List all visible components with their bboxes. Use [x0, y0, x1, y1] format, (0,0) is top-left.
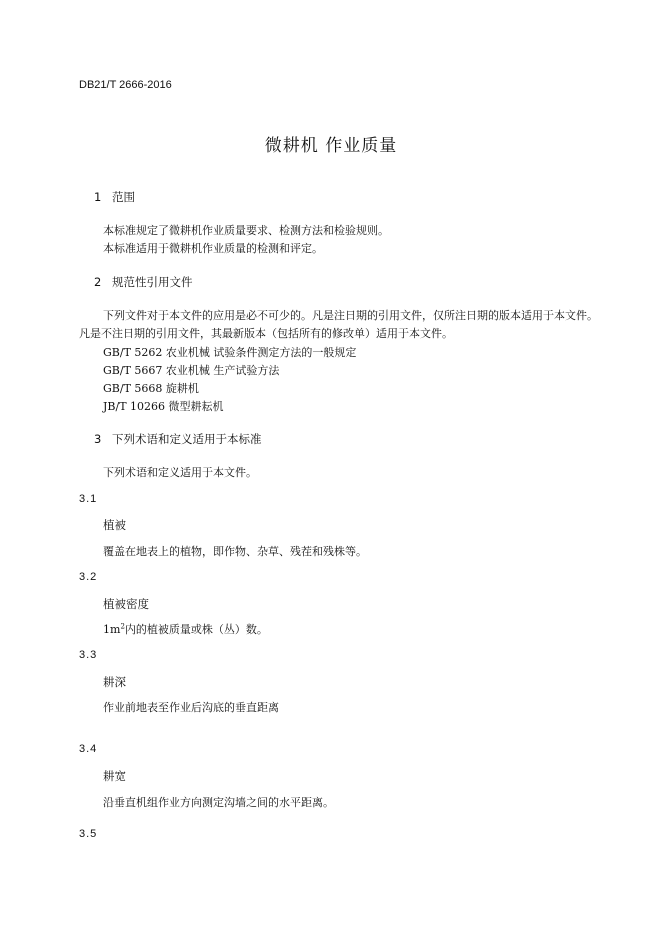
reference-item: GB/T 5668 旋耕机 — [103, 382, 199, 395]
section-title: 规范性引用文件 — [112, 275, 193, 289]
definition-rest: 内的植被质量或株（丛）数。 — [124, 623, 268, 636]
reference-item: JB/T 10266 微型耕耘机 — [103, 400, 224, 413]
section-title: 下列术语和定义适用于本标准 — [112, 432, 262, 446]
term-name: 耕宽 — [103, 769, 126, 783]
document-title: 微耕机 作业质量 — [264, 136, 398, 156]
term-definition: 沿垂直机组作业方向测定沟墙之间的水平距离。 — [103, 796, 334, 809]
term-number: 3.2 — [79, 571, 98, 583]
section-3-intro: 下列术语和定义适用于本文件。 — [103, 466, 257, 479]
term-number: 3.5 — [79, 828, 98, 840]
definition-prefix: 1m — [103, 623, 121, 636]
section-1-paragraph-1: 本标准规定了微耕机作业质量要求、检测方法和检验规则。 — [103, 224, 389, 237]
section-1-heading — [94, 189, 135, 205]
term-number: 3.1 — [79, 493, 98, 505]
term-name: 植被密度 — [103, 597, 149, 611]
term-name: 耕深 — [103, 675, 126, 689]
section-1-paragraph-2: 本标准适用于微耕机作业质量的检测和评定。 — [103, 242, 323, 255]
reference-item: GB/T 5667 农业机械 生产试验方法 — [103, 364, 280, 377]
term-definition: 覆盖在地表上的植物，即作物、杂草、残茬和残株等。 — [103, 545, 367, 558]
superscript: 2 — [120, 622, 125, 631]
section-2-intro: 下列文件对于本文件的应用是必不可少的。凡是注日期的引用文件，仅所注日期的版本适用于本文件。凡是不注日期的引用文件，其最新版本（包括所有的修改单）适用于本文件。 — [79, 309, 598, 340]
section-number: 2 — [94, 275, 102, 289]
section-number: 3 — [94, 432, 102, 446]
section-3-heading — [94, 431, 262, 447]
section-2-heading — [94, 274, 193, 290]
term-definition — [103, 621, 268, 637]
section-title: 范围 — [112, 190, 135, 204]
section-number: 1 — [94, 190, 102, 204]
standard-code: DB21/T 2666-2016 — [79, 79, 172, 91]
term-number: 3.3 — [79, 649, 98, 661]
reference-item: GB/T 5262 农业机械 试验条件测定方法的一般规定 — [103, 346, 357, 359]
term-number: 3.4 — [79, 743, 98, 755]
term-name: 植被 — [103, 518, 126, 532]
term-definition: 作业前地表至作业后沟底的垂直距离 — [103, 701, 279, 714]
